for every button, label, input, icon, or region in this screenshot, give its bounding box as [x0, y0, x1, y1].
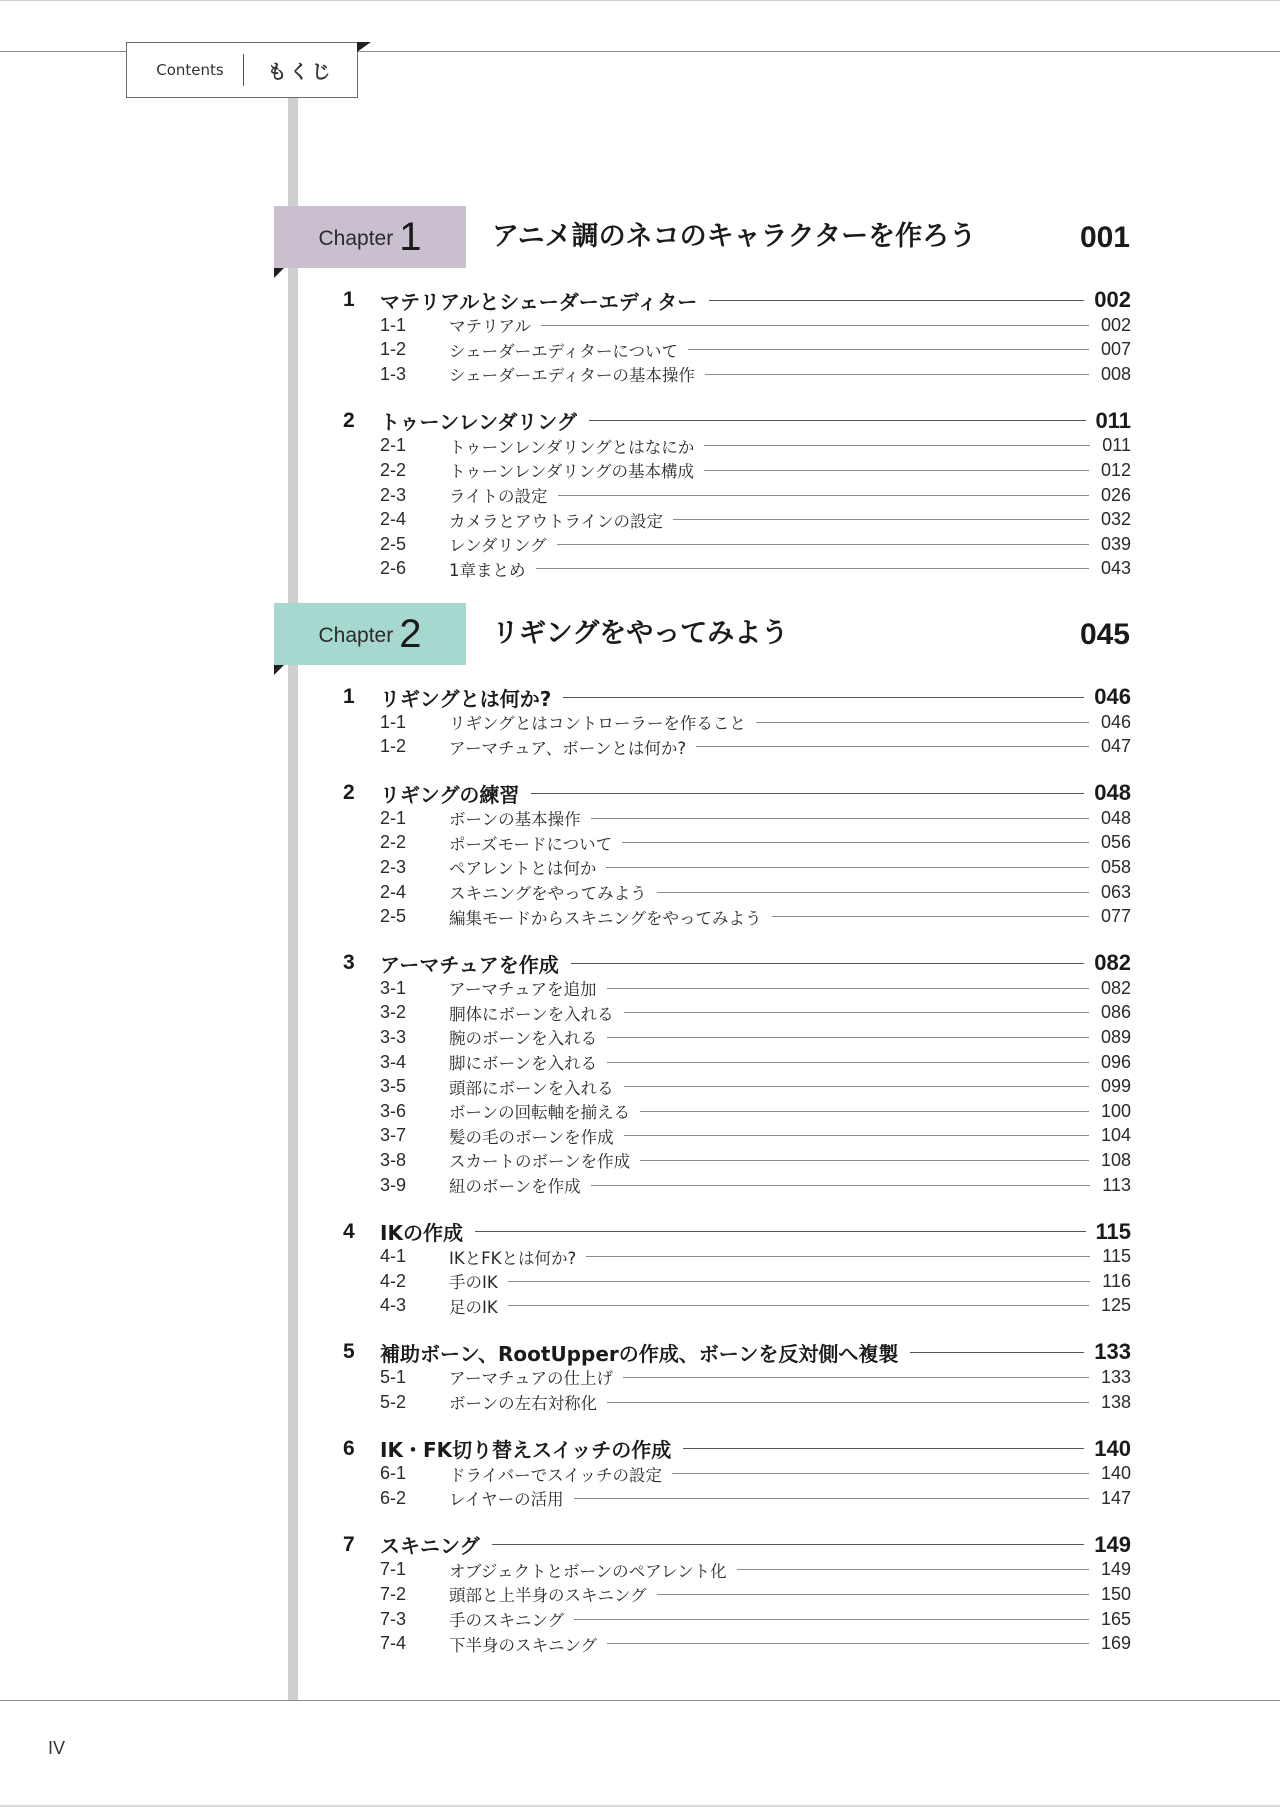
section-number: 3 — [343, 951, 355, 975]
subsection-leader-line — [557, 544, 1089, 545]
subsection-title: アーマチュアの仕上げ — [449, 1369, 614, 1389]
subsection-title: ドライバーでスイッチの設定 — [449, 1465, 663, 1485]
contents-label-en: Contents — [156, 61, 224, 79]
subsection-page-number: 100 — [1100, 1100, 1131, 1121]
subsection-entry[interactable] — [380, 1075, 1131, 1099]
subsection-leader-line — [672, 1473, 1089, 1474]
section-page-number: 046 — [1094, 684, 1131, 709]
section-title: トゥーンレンダリング — [380, 410, 577, 435]
chapter-number: 1 — [399, 215, 422, 259]
subsection-number: 2-4 — [380, 881, 407, 902]
subsection-number: 1-3 — [380, 363, 407, 384]
footer-rule — [0, 1700, 1280, 1701]
subsection-number: 3-6 — [380, 1100, 407, 1121]
subsection-entry[interactable] — [380, 1486, 1131, 1510]
section-number: 6 — [343, 1436, 355, 1460]
subsection-page-number: 048 — [1100, 807, 1131, 828]
subsection-title: リギングとはコントローラーを作ること — [449, 714, 746, 733]
subsection-number: 2-2 — [380, 832, 407, 853]
subsection-leader-line — [574, 1498, 1089, 1499]
subsection-entry[interactable] — [380, 905, 1131, 929]
subsection-title: ボーンの基本操作 — [449, 810, 581, 830]
subsection-title: ライトの設定 — [449, 487, 548, 506]
subsection-entry[interactable] — [380, 1294, 1131, 1318]
page-folio: IV — [48, 1738, 66, 1758]
subsection-title: 足のIK — [449, 1297, 498, 1317]
chapter-page-number: 045 — [1079, 618, 1130, 651]
subsection-page-number: 012 — [1100, 459, 1131, 480]
section-number: 2 — [343, 408, 355, 432]
section-leader-line — [475, 1231, 1086, 1232]
subsection-entry[interactable] — [380, 1173, 1131, 1197]
subsection-number: 7-2 — [380, 1583, 407, 1604]
subsection-page-number: 032 — [1100, 509, 1131, 530]
section-title: IK・FK切り替えスイッチの作成 — [380, 1438, 672, 1463]
subsection-title: ポーズモードについて — [449, 834, 613, 854]
subsection-page-number: 007 — [1100, 339, 1131, 360]
chapter-word: Chapter — [318, 624, 394, 647]
chapter-badge — [274, 603, 466, 665]
section-page-number: 048 — [1094, 780, 1131, 806]
section-leader-line — [492, 1544, 1085, 1545]
subsection-number: 6-2 — [380, 1487, 407, 1508]
section-entry[interactable] — [343, 949, 1131, 977]
subsection-leader-line — [586, 1256, 1090, 1257]
subsection-page-number: 058 — [1100, 856, 1131, 877]
subsection-title: スカートのボーンを作成 — [449, 1152, 631, 1172]
chapter-word: Chapter — [318, 227, 394, 250]
subsection-entry[interactable] — [380, 1025, 1131, 1049]
section-title: リギングとは何か? — [380, 686, 552, 711]
subsection-number: 2-3 — [380, 856, 407, 877]
subsection-number: 2-1 — [380, 435, 407, 456]
subsection-page-number: 039 — [1100, 533, 1131, 554]
subsection-entry[interactable] — [380, 880, 1131, 904]
subsection-title: アーマチュアを追加 — [449, 980, 597, 1000]
toc-spine-bar — [288, 98, 298, 1700]
section-page-number: 011 — [1095, 407, 1131, 433]
subsection-page-number: 108 — [1100, 1149, 1131, 1170]
subsection-leader-line — [705, 374, 1089, 375]
subsection-number: 3-4 — [380, 1051, 407, 1072]
subsection-title: ペアレントとは何か — [449, 859, 597, 879]
subsection-number: 3-3 — [380, 1026, 407, 1047]
subsection-leader-line — [622, 842, 1089, 843]
subsection-page-number: 169 — [1100, 1633, 1131, 1654]
subsection-leader-line — [541, 325, 1089, 326]
subsection-number: 3-9 — [380, 1174, 407, 1195]
subsection-entry[interactable] — [380, 1582, 1131, 1606]
subsection-title: カメラとアウトラインの設定 — [449, 511, 664, 531]
subsection-page-number: 104 — [1100, 1125, 1131, 1146]
section-page-number: 149 — [1094, 1531, 1131, 1557]
subsection-title: IKとFKとは何か? — [449, 1248, 577, 1268]
chapter-title: アニメ調のネコのキャラクターを作ろう — [492, 221, 977, 252]
subsection-leader-line — [624, 1012, 1089, 1013]
subsection-number: 1-2 — [380, 736, 407, 757]
subsection-title: 紐のボーンを作成 — [449, 1177, 581, 1196]
tab-corner-mark — [357, 42, 371, 52]
subsection-page-number: 165 — [1100, 1608, 1131, 1629]
subsection-number: 7-3 — [380, 1608, 407, 1629]
subsection-entry[interactable] — [380, 831, 1131, 855]
subsection-entry[interactable] — [380, 1148, 1131, 1172]
subsection-entry[interactable] — [380, 1124, 1131, 1148]
subsection-entry[interactable] — [380, 434, 1131, 458]
subsection-entry[interactable] — [380, 362, 1131, 386]
subsection-number: 6-1 — [380, 1463, 407, 1484]
subsection-leader-line — [737, 1569, 1089, 1570]
subsection-page-number: 133 — [1100, 1366, 1131, 1387]
subsection-title: 1章まとめ — [449, 560, 526, 580]
subsection-page-number: 047 — [1100, 736, 1131, 757]
chapter-fold-mark — [274, 268, 284, 278]
subsection-page-number: 008 — [1100, 363, 1131, 384]
subsection-entry[interactable] — [380, 735, 1131, 759]
section-number: 4 — [343, 1219, 355, 1243]
section-leader-line — [683, 1448, 1084, 1449]
section-title: マテリアルとシェーダーエディター — [380, 289, 698, 314]
subsection-number: 2-4 — [380, 509, 407, 530]
chapter-title: リギングをやってみよう — [492, 618, 789, 649]
subsection-page-number: 043 — [1100, 558, 1131, 579]
subsection-leader-line — [657, 1594, 1089, 1595]
section-entry[interactable] — [343, 779, 1131, 807]
subsection-leader-line — [607, 988, 1089, 989]
subsection-title: トゥーンレンダリングの基本構成 — [449, 462, 694, 482]
subsection-number: 7-1 — [380, 1559, 407, 1580]
subsection-page-number: 077 — [1100, 906, 1131, 927]
subsection-page-number: 096 — [1100, 1051, 1131, 1072]
section-title: リギングの練習 — [380, 782, 520, 807]
subsection-leader-line — [607, 1643, 1089, 1644]
section-title: 補助ボーン、RootUpperの作成、ボーンを反対側へ複製 — [380, 1341, 899, 1366]
subsection-page-number: 113 — [1102, 1174, 1131, 1195]
subsection-leader-line — [756, 722, 1089, 723]
subsection-page-number: 149 — [1100, 1559, 1131, 1580]
subsection-number: 2-5 — [380, 533, 407, 554]
subsection-title: 腕のボーンを入れる — [449, 1029, 598, 1049]
subsection-leader-line — [574, 1619, 1089, 1620]
section-number: 1 — [343, 685, 355, 708]
subsection-leader-line — [607, 1402, 1089, 1403]
subsection-leader-line — [640, 1160, 1089, 1161]
chapter-fold-mark — [274, 665, 284, 675]
subsection-leader-line — [624, 1086, 1089, 1087]
subsection-leader-line — [606, 867, 1089, 868]
contents-label-ja: もくじ — [267, 60, 334, 83]
subsection-number: 4-3 — [380, 1295, 407, 1316]
section-number: 7 — [343, 1532, 355, 1556]
subsection-entry[interactable] — [380, 313, 1131, 337]
subsection-number: 3-5 — [380, 1076, 407, 1097]
subsection-page-number: 116 — [1102, 1270, 1131, 1291]
subsection-number: 2-5 — [380, 906, 407, 927]
subsection-title: マテリアル — [449, 317, 531, 336]
subsection-title: アーマチュア、ボーンとは何か? — [449, 738, 687, 758]
subsection-title: 頭部と上半身のスキニング — [449, 1586, 647, 1606]
subsection-number: 5-1 — [380, 1366, 407, 1387]
section-page-number: 082 — [1094, 950, 1131, 976]
subsection-title: ボーンの回転軸を揃える — [449, 1103, 631, 1123]
subsection-entry[interactable] — [380, 1099, 1131, 1123]
subsection-entry[interactable] — [380, 483, 1131, 507]
subsection-number: 5-2 — [380, 1391, 407, 1412]
section-title: アーマチュアを作成 — [380, 952, 559, 977]
subsection-page-number: 056 — [1100, 832, 1131, 853]
subsection-entry[interactable] — [380, 557, 1131, 581]
subsection-page-number: 026 — [1100, 484, 1131, 505]
section-entry[interactable] — [343, 1531, 1131, 1559]
chapter-heading[interactable] — [274, 603, 1130, 665]
section-leader-line — [709, 300, 1084, 301]
subsection-leader-line — [704, 445, 1090, 446]
subsection-title: 髪の毛のボーンを作成 — [449, 1127, 614, 1147]
subsection-leader-line — [673, 519, 1089, 520]
section-entry[interactable] — [343, 1218, 1131, 1246]
section-leader-line — [571, 963, 1084, 964]
subsection-page-number: 082 — [1100, 977, 1131, 998]
chapter-number: 2 — [399, 612, 422, 656]
subsection-leader-line — [640, 1111, 1089, 1112]
chapter-badge — [274, 206, 466, 268]
subsection-number: 3-8 — [380, 1149, 407, 1170]
chapter-page-number: 001 — [1079, 221, 1130, 254]
subsection-entry[interactable] — [380, 1607, 1131, 1631]
subsection-leader-line — [772, 916, 1089, 917]
subsection-page-number: 002 — [1100, 314, 1131, 335]
section-leader-line — [531, 793, 1084, 794]
subsection-entry[interactable] — [380, 532, 1131, 556]
subsection-leader-line — [508, 1305, 1089, 1306]
subsection-leader-line — [688, 349, 1089, 350]
subsection-number: 2-6 — [380, 558, 407, 579]
subsection-leader-line — [696, 746, 1089, 747]
section-number: 2 — [343, 781, 355, 805]
page-top-edge — [0, 0, 1280, 1]
subsection-entry[interactable] — [380, 1269, 1131, 1293]
section-page-number: 002 — [1094, 287, 1131, 312]
subsection-title: 手のIK — [449, 1273, 498, 1293]
subsection-title: 頭部にボーンを入れる — [449, 1078, 614, 1098]
subsection-leader-line — [623, 1377, 1089, 1378]
subsection-number: 3-1 — [380, 977, 407, 998]
subsection-leader-line — [591, 818, 1089, 819]
subsection-title: シェーダーエディターの基本操作 — [449, 366, 695, 386]
subsection-entry[interactable] — [380, 1390, 1131, 1414]
subsection-title: ボーンの左右対称化 — [449, 1394, 598, 1413]
section-entry[interactable] — [343, 286, 1131, 314]
subsection-page-number: 147 — [1100, 1487, 1131, 1508]
subsection-title: 脚にボーンを入れる — [449, 1054, 598, 1073]
subsection-leader-line — [624, 1135, 1089, 1136]
section-leader-line — [910, 1352, 1084, 1353]
subsection-number: 1-1 — [380, 711, 407, 732]
subsection-entry[interactable] — [380, 976, 1131, 1000]
subsection-page-number: 150 — [1100, 1583, 1131, 1604]
subsection-page-number: 086 — [1100, 1002, 1131, 1023]
section-title: IKの作成 — [380, 1221, 463, 1246]
subsection-leader-line — [558, 495, 1089, 496]
subsection-entry[interactable] — [380, 1632, 1131, 1656]
subsection-leader-line — [591, 1185, 1091, 1186]
contents-tab — [126, 42, 358, 98]
subsection-title: 胴体にボーンを入れる — [449, 1004, 614, 1024]
subsection-page-number: 063 — [1100, 881, 1131, 902]
subsection-page-number: 099 — [1100, 1076, 1131, 1097]
subsection-page-number: 011 — [1102, 435, 1131, 456]
section-leader-line — [589, 420, 1086, 421]
section-title: スキニング — [380, 1534, 480, 1559]
subsection-page-number: 138 — [1100, 1391, 1131, 1412]
section-number: 1 — [343, 288, 355, 311]
subsection-entry[interactable] — [380, 1050, 1131, 1074]
subsection-entry[interactable] — [380, 1558, 1131, 1582]
subsection-page-number: 125 — [1100, 1295, 1131, 1316]
section-leader-line — [563, 697, 1084, 698]
subsection-title: シェーダーエディターについて — [449, 341, 679, 361]
subsection-leader-line — [536, 568, 1089, 569]
subsection-number: 2-3 — [380, 484, 407, 505]
subsection-title: 編集モードからスキニングをやってみよう — [449, 908, 762, 928]
subsection-leader-line — [607, 1062, 1089, 1063]
subsection-title: 下半身のスキニング — [449, 1635, 598, 1655]
subsection-number: 7-4 — [380, 1633, 407, 1654]
subsection-entry[interactable] — [380, 338, 1131, 362]
subsection-number: 2-2 — [380, 459, 407, 480]
subsection-entry[interactable] — [380, 1365, 1131, 1389]
subsection-entry[interactable] — [380, 806, 1131, 830]
subsection-number: 1-1 — [380, 314, 407, 335]
subsection-title: トゥーンレンダリングとはなにか — [449, 437, 695, 457]
subsection-number: 3-2 — [380, 1002, 407, 1023]
subsection-leader-line — [607, 1037, 1089, 1038]
subsection-entry[interactable] — [380, 1245, 1131, 1269]
section-number: 5 — [343, 1340, 355, 1364]
subsection-entry[interactable] — [380, 710, 1131, 734]
subsection-entry[interactable] — [380, 458, 1131, 482]
subsection-title: レンダリング — [449, 536, 547, 556]
section-page-number: 133 — [1094, 1339, 1131, 1365]
subsection-title: オブジェクトとボーンのペアレント化 — [449, 1561, 727, 1581]
section-page-number: 115 — [1095, 1218, 1131, 1244]
subsection-number: 3-7 — [380, 1125, 407, 1146]
subsection-entry[interactable] — [380, 1462, 1131, 1486]
subsection-entry[interactable] — [380, 855, 1131, 879]
section-page-number: 140 — [1094, 1435, 1131, 1461]
subsection-page-number: 046 — [1100, 711, 1131, 732]
section-entry[interactable] — [343, 1435, 1131, 1463]
subsection-number: 1-2 — [380, 339, 407, 360]
subsection-leader-line — [704, 470, 1089, 471]
section-entry[interactable] — [343, 1338, 1131, 1366]
section-entry[interactable] — [343, 683, 1131, 711]
subsection-title: 手のスキニング — [449, 1611, 565, 1630]
subsection-page-number: 140 — [1100, 1463, 1131, 1484]
subsection-number: 4-1 — [380, 1246, 407, 1267]
subsection-entry[interactable] — [380, 508, 1131, 532]
subsection-number: 4-2 — [380, 1270, 407, 1291]
section-entry[interactable] — [343, 407, 1131, 435]
subsection-page-number: 089 — [1100, 1026, 1131, 1047]
chapter-heading[interactable] — [274, 206, 1130, 268]
subsection-leader-line — [508, 1281, 1091, 1282]
subsection-title: レイヤーの活用 — [449, 1490, 564, 1510]
subsection-number: 2-1 — [380, 807, 407, 828]
subsection-title: スキニングをやってみよう — [449, 884, 647, 903]
subsection-leader-line — [657, 892, 1089, 893]
subsection-entry[interactable] — [380, 1001, 1131, 1025]
subsection-page-number: 115 — [1102, 1246, 1131, 1267]
